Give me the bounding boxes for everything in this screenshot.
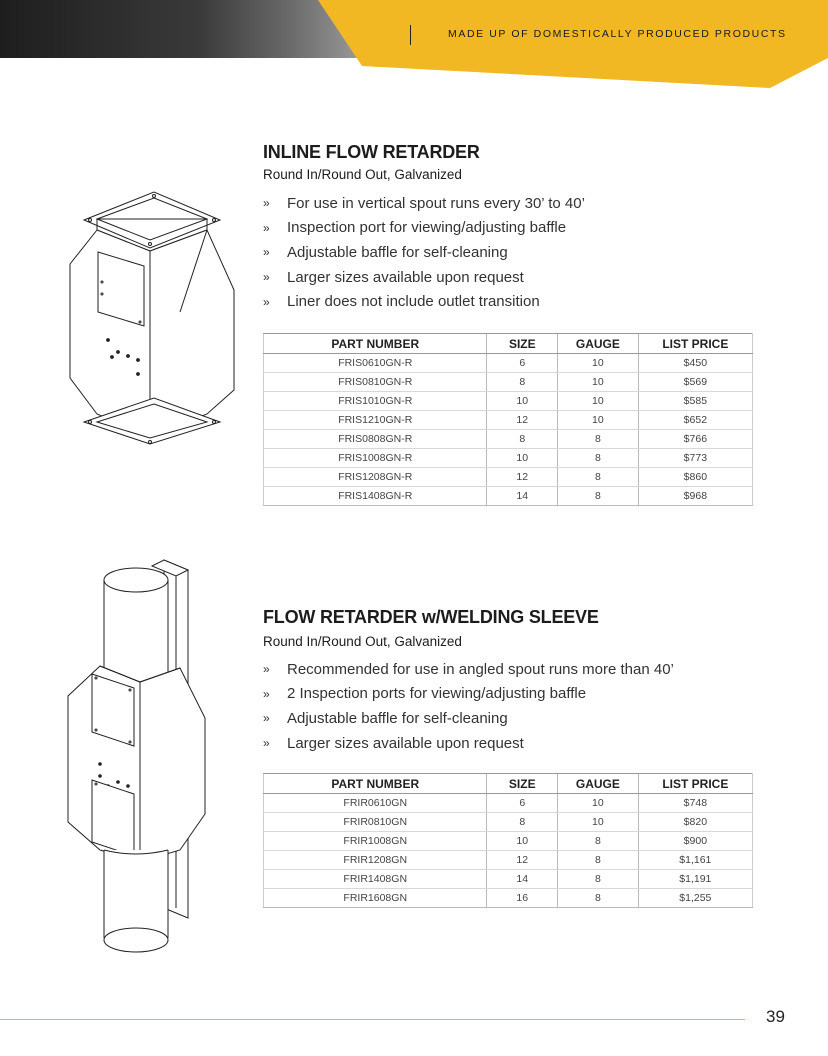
feature-text: Adjustable baffle for self-cleaning (287, 709, 508, 727)
cell-gauge: 10 (558, 411, 639, 430)
cell-gauge: 10 (558, 373, 639, 392)
cell-list-price: $766 (638, 430, 752, 449)
cell-part-number: FRIS1208GN-R (264, 468, 487, 487)
page-header (0, 0, 828, 96)
column-header-gauge: GAUGE (558, 334, 639, 354)
table-row (264, 449, 753, 468)
table-header-row (264, 774, 753, 794)
cell-gauge: 10 (558, 813, 639, 832)
bullet-mark: » (263, 220, 270, 235)
feature-item (263, 706, 674, 731)
cell-part-number: FRIS0610GN-R (264, 354, 487, 373)
cell-size: 14 (487, 487, 558, 506)
table-row (264, 430, 753, 449)
page-number: 39 (766, 1007, 785, 1026)
inline-flow-retarder-illustration (62, 182, 242, 467)
feature-text: For use in vertical spout runs every 30’ to 40’ (287, 194, 585, 212)
price-table-inline-flow-retarder (263, 333, 753, 506)
product-title-inline-flow-retarder: INLINE FLOW RETARDER (263, 142, 480, 162)
table-row (264, 411, 753, 430)
column-header-gauge: GAUGE (558, 774, 639, 794)
cell-list-price: $585 (638, 392, 752, 411)
feature-text: Larger sizes available upon request (287, 734, 524, 752)
cell-part-number: FRIS1010GN-R (264, 392, 487, 411)
table-row (264, 889, 753, 908)
cell-size: 16 (487, 889, 558, 908)
feature-item (263, 731, 674, 756)
bullet-mark: » (263, 270, 270, 285)
cell-list-price: $450 (638, 354, 752, 373)
cell-size: 8 (487, 430, 558, 449)
bullet-mark: » (263, 196, 270, 211)
bullet-mark: » (263, 711, 270, 726)
column-header-list-price: LIST PRICE (638, 334, 752, 354)
feature-item (263, 191, 585, 216)
bullet-mark: » (263, 245, 270, 260)
table-row (264, 832, 753, 851)
cell-list-price: $773 (638, 449, 752, 468)
header-tagline: MADE UP OF DOMESTICALLY PRODUCED PRODUCTS (448, 28, 787, 40)
cell-part-number: FRIS0808GN-R (264, 430, 487, 449)
cell-part-number: FRIR0810GN (264, 813, 487, 832)
column-header-part-number: PART NUMBER (264, 334, 487, 354)
product-subtitle: Round In/Round Out, Galvanized (263, 634, 462, 649)
bullet-mark: » (263, 662, 270, 677)
cell-list-price: $860 (638, 468, 752, 487)
product-subtitle: Round In/Round Out, Galvanized (263, 167, 462, 182)
cell-gauge: 8 (558, 487, 639, 506)
table-row (264, 468, 753, 487)
cell-part-number: FRIS0810GN-R (264, 373, 487, 392)
cell-part-number: FRIR1008GN (264, 832, 487, 851)
cell-gauge: 8 (558, 468, 639, 487)
cell-list-price: $968 (638, 487, 752, 506)
cell-part-number: FRIS1408GN-R (264, 487, 487, 506)
cell-list-price: $1,255 (638, 889, 752, 908)
cell-part-number: FRIR1208GN (264, 851, 487, 870)
feature-text: 2 Inspection ports for viewing/adjusting baffle (287, 685, 587, 703)
table-row (264, 487, 753, 506)
cell-list-price: $820 (638, 813, 752, 832)
cell-size: 12 (487, 411, 558, 430)
feature-text: Inspection port for viewing/adjusting baffle (287, 219, 567, 237)
table-row (264, 794, 753, 813)
table-row (264, 373, 753, 392)
header-photo-strip (0, 0, 362, 58)
bullet-mark: » (263, 686, 270, 701)
table-row (264, 851, 753, 870)
cell-gauge: 8 (558, 889, 639, 908)
cell-size: 10 (487, 832, 558, 851)
cell-gauge: 8 (558, 430, 639, 449)
header-divider (410, 25, 411, 45)
feature-text: Recommended for use in angled spout runs more than 40’ (287, 660, 674, 678)
column-header-size: SIZE (487, 334, 558, 354)
bullet-mark: » (263, 736, 270, 751)
feature-text: Adjustable baffle for self-cleaning (287, 243, 508, 261)
cell-size: 6 (487, 794, 558, 813)
header-accent-band (318, 0, 828, 88)
cell-size: 8 (487, 373, 558, 392)
feature-item (263, 240, 585, 265)
cell-gauge: 10 (558, 354, 639, 373)
cell-list-price: $652 (638, 411, 752, 430)
column-header-size: SIZE (487, 774, 558, 794)
price-table-flow-retarder-welding-sleeve (263, 773, 753, 908)
cell-list-price: $1,161 (638, 851, 752, 870)
cell-size: 6 (487, 354, 558, 373)
feature-item (263, 289, 585, 314)
table-row (264, 813, 753, 832)
cell-part-number: FRIR1608GN (264, 889, 487, 908)
feature-text: Larger sizes available upon request (287, 268, 524, 286)
cell-size: 10 (487, 392, 558, 411)
cell-size: 10 (487, 449, 558, 468)
table-header-row (264, 334, 753, 354)
cell-gauge: 10 (558, 794, 639, 813)
cell-gauge: 10 (558, 392, 639, 411)
flow-retarder-welding-sleeve-illustration (60, 558, 210, 963)
cell-list-price: $1,191 (638, 870, 752, 889)
cell-size: 12 (487, 468, 558, 487)
cell-part-number: FRIR1408GN (264, 870, 487, 889)
cell-part-number: FRIS1210GN-R (264, 411, 487, 430)
feature-list (263, 191, 585, 314)
cell-list-price: $748 (638, 794, 752, 813)
header-banner (0, 0, 828, 96)
cell-part-number: FRIR0610GN (264, 794, 487, 813)
cell-list-price: $900 (638, 832, 752, 851)
cell-gauge: 8 (558, 851, 639, 870)
feature-item (263, 682, 674, 707)
bullet-mark: » (263, 294, 270, 309)
cell-gauge: 8 (558, 870, 639, 889)
cell-part-number: FRIS1008GN-R (264, 449, 487, 468)
cell-size: 12 (487, 851, 558, 870)
cell-size: 8 (487, 813, 558, 832)
footer-rule (0, 1019, 745, 1020)
product-title-flow-retarder-welding-sleeve: FLOW RETARDER w/WELDING SLEEVE (263, 607, 599, 627)
cell-gauge: 8 (558, 832, 639, 851)
cell-list-price: $569 (638, 373, 752, 392)
cell-size: 14 (487, 870, 558, 889)
feature-list (263, 657, 674, 755)
table-row (264, 354, 753, 373)
table-row (264, 392, 753, 411)
feature-text: Liner does not include outlet transition (287, 293, 540, 311)
cell-gauge: 8 (558, 449, 639, 468)
feature-item (263, 657, 674, 682)
feature-item (263, 216, 585, 241)
feature-item (263, 265, 585, 290)
table-row (264, 870, 753, 889)
column-header-list-price: LIST PRICE (638, 774, 752, 794)
column-header-part-number: PART NUMBER (264, 774, 487, 794)
